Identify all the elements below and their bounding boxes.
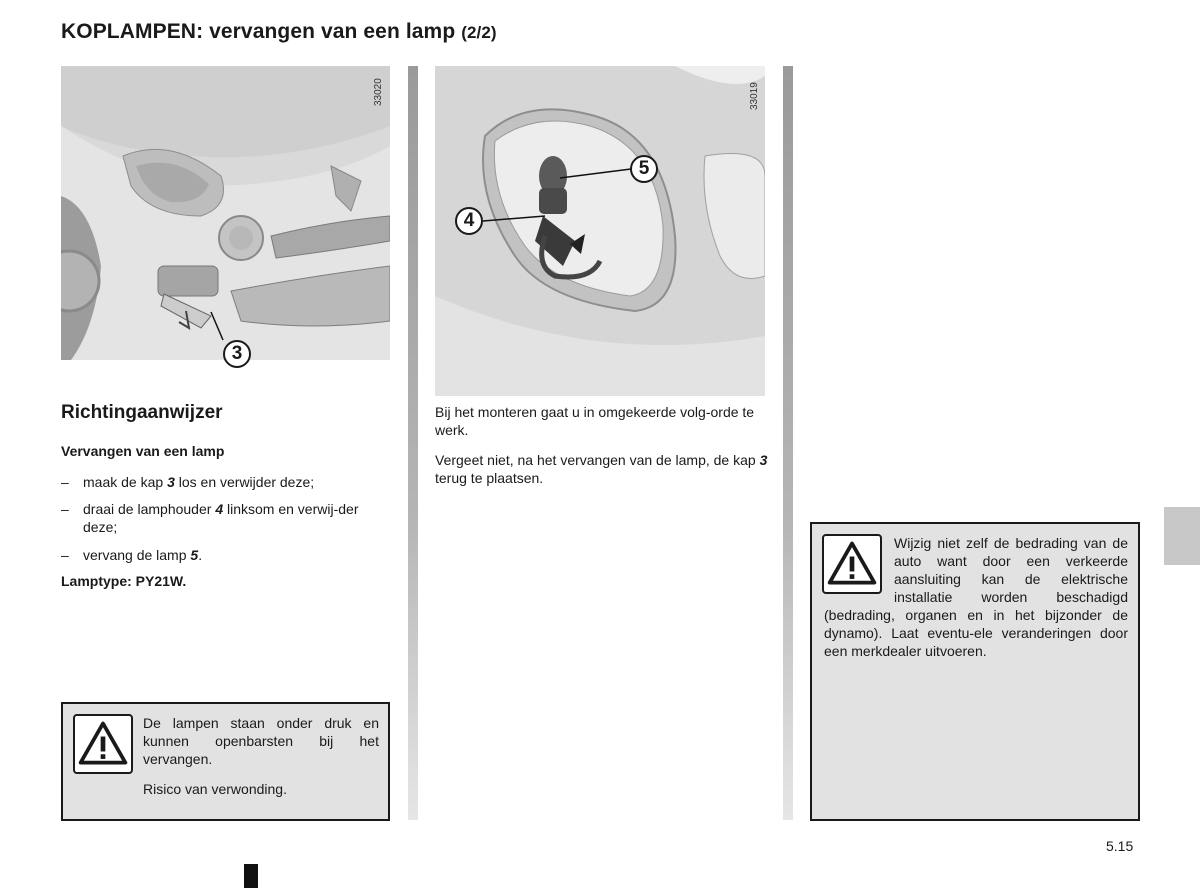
figure-code-right: 33019 <box>749 82 760 110</box>
section-title: Richtingaanwijzer <box>61 402 223 423</box>
step-ref: 4 <box>215 501 224 517</box>
step-ref: 3 <box>167 474 175 490</box>
list-item <box>61 546 393 564</box>
warning-box-wiring <box>810 522 1140 821</box>
page-number: 5.15 <box>1106 838 1134 854</box>
warning-text <box>824 534 1128 694</box>
callout-3: 3 <box>223 340 251 368</box>
page-title-text: KOPLAMPEN: vervangen van een lamp <box>61 20 456 43</box>
step-ref: 5 <box>190 547 199 563</box>
lamp-type: Lamptype: PY21W. <box>61 573 187 589</box>
print-mark <box>244 864 258 888</box>
para-ref: 3 <box>759 452 768 468</box>
figure-code-left: 33020 <box>373 78 384 106</box>
bullet-dash: – <box>61 547 69 563</box>
step-text: maak de kap <box>83 474 168 490</box>
bullet-dash: – <box>61 474 69 490</box>
warning-text-body: Wijzig niet zelf de bedrading van de auto want door een verkeerde aansluiting kan de elektrische installatie worden beschadigd (bedrading, organen en in het bijzonder de dynamo). Laat eventu-ele veranderingen door een merkdealer uitvoeren. <box>824 535 1128 659</box>
figure-indicator-housing <box>435 66 765 396</box>
callout-4: 4 <box>455 207 483 235</box>
para-text: Vergeet niet, na het vervangen van de lamp, de kap <box>435 452 760 468</box>
step-text: linksom en verwij-der deze; <box>83 501 359 535</box>
front-bumper-illustration <box>61 66 390 360</box>
step-text: vervang de lamp <box>83 547 191 563</box>
para-text: terug te plaatsen. <box>435 470 544 486</box>
column-divider-right <box>783 66 793 820</box>
paragraph-reassembly: Bij het monteren gaat u in omgekeerde volg-orde te werk. <box>435 404 755 438</box>
warning-text: De lampen staan onder druk en kunnen openbarsten bij het vervangen. <box>143 715 379 767</box>
column-divider-left <box>408 66 418 820</box>
warning-triangle-icon <box>73 714 133 774</box>
figure-front-bumper <box>61 66 390 360</box>
chapter-tab <box>1164 507 1200 565</box>
step-text: draai de lamphouder <box>83 501 216 517</box>
paragraph-replace-cover <box>435 451 770 487</box>
bullet-dash: – <box>61 501 69 517</box>
callout-5: 5 <box>630 155 658 183</box>
step-text: . <box>198 547 203 563</box>
warning-box-pressure <box>61 702 390 821</box>
list-item <box>61 500 393 536</box>
warning-text-risk: Risico van verwonding. <box>143 781 287 797</box>
subhead-replace-lamp: Vervangen van een lamp <box>61 443 225 459</box>
list-item <box>61 473 393 491</box>
page-title <box>61 20 497 44</box>
step-text: los en verwijder deze; <box>174 474 315 490</box>
page-title-part: (2/2) <box>461 23 497 42</box>
indicator-housing-illustration <box>435 66 765 396</box>
